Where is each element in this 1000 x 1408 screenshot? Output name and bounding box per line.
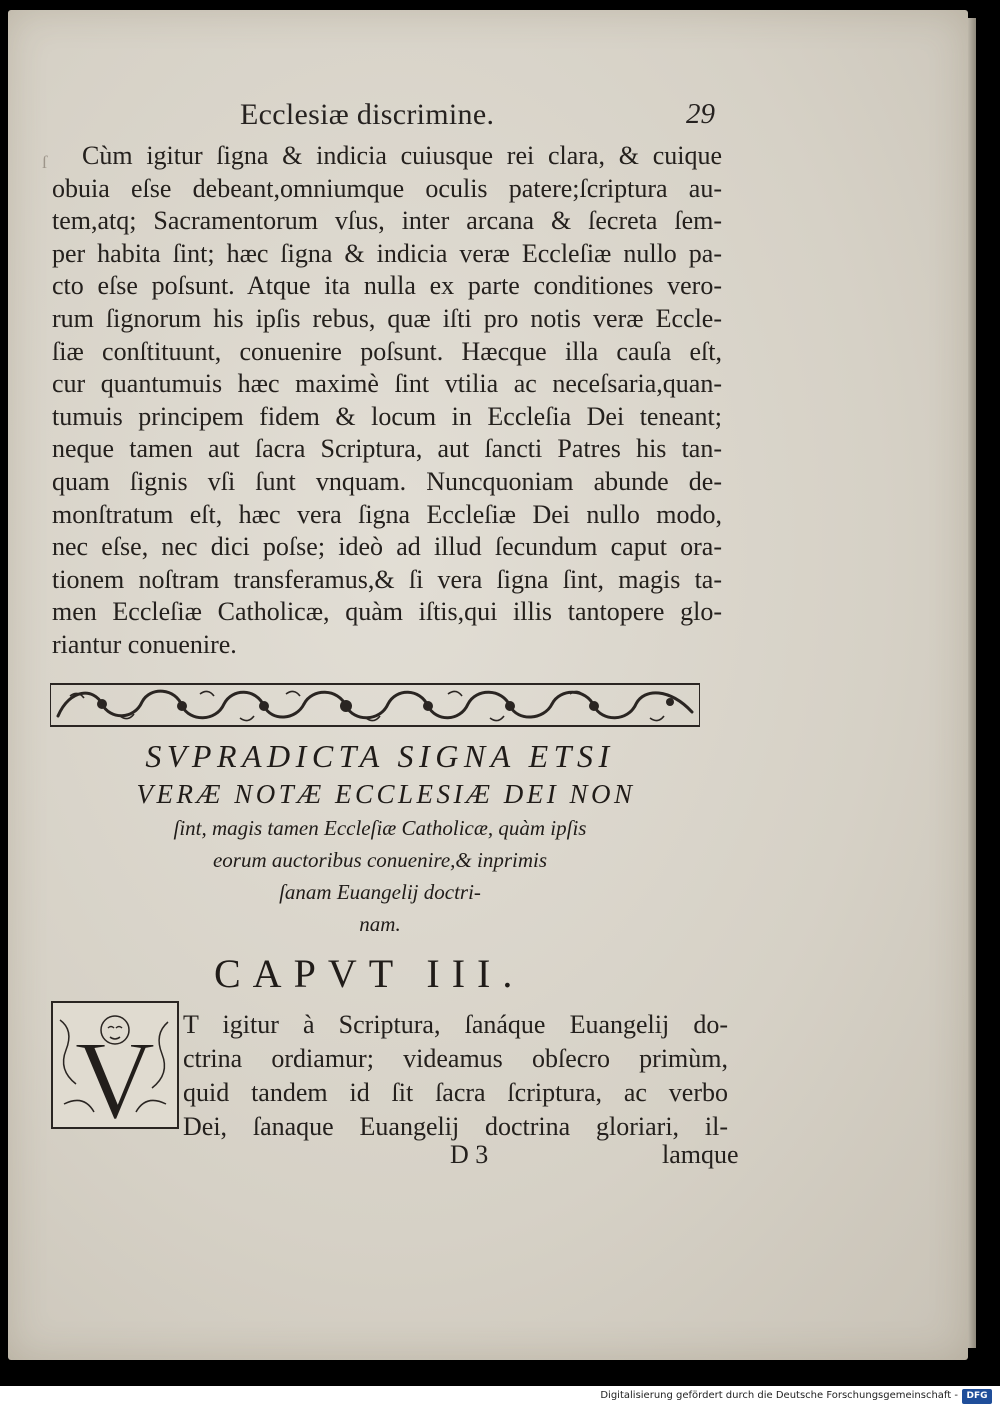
- heading-italic-line: eorum auctoribus conuenire,& inprimis: [212, 848, 548, 872]
- paragraph-line: neque tamen aut ſacra Scriptura, aut ſancti Patres his tan-: [52, 434, 722, 464]
- chapter-title: CAPVT III.: [214, 951, 525, 996]
- heading-italic-line: nam.: [359, 912, 401, 936]
- decorated-initial-v: [50, 1000, 180, 1130]
- paragraph-line: cto eſse poſsunt. Atque ita nulla ex parte conditiones vero-: [52, 271, 722, 301]
- chapter-line: quid tandem id ſit ſacra ſcriptura, ac verbo: [183, 1078, 728, 1107]
- heading-italic-line: ſanam Euangelij doctri-: [279, 880, 481, 904]
- heading-caps-line: VERÆ NOTÆ ECCLESIÆ DEI NON: [136, 779, 636, 809]
- paragraph-line: cur quantumuis hæc maximè ſint vtilia ac neceſsaria,quan-: [52, 369, 722, 399]
- running-title: Ecclesiæ discrimine.: [240, 98, 495, 131]
- chapter-line: T igitur à Scriptura, ſanáque Euangelij do-: [183, 1010, 728, 1039]
- paragraph-line: nec eſse, nec dici poſse; ideò ad illud ſecundum caput ora-: [52, 532, 722, 562]
- page-edge: [968, 18, 976, 1348]
- chapter-line: ctrina ordiamur; videamus obſecro primùm,: [183, 1044, 728, 1073]
- dfg-logo: DFG: [962, 1389, 992, 1404]
- paragraph-line: rum ſignorum his ipſis rebus, quæ iſti pro notis veræ Eccle-: [52, 303, 722, 333]
- heading-caps-line: SVPRADICTA SIGNA ETSI: [145, 738, 615, 774]
- funding-credit: Digitalisierung gefördert durch die Deutsche Forschungsgemeinschaft -: [600, 1390, 958, 1401]
- margin-mark: ſ: [42, 152, 48, 172]
- heading-italic-line: ſint, magis tamen Eccleſiæ Catholicæ, quàm ipſis: [173, 816, 587, 840]
- section-heading: [20, 736, 740, 940]
- signature-mark: D 3: [450, 1140, 489, 1169]
- paragraph-line: quam ſignis vſi ſunt vnquam. Nuncquoniam abunde de-: [52, 466, 722, 496]
- page-header: [0, 98, 1000, 138]
- paragraph-line: tem,atq; Sacramentorum vſus, inter arcana & ſecreta ſem-: [52, 206, 722, 236]
- paragraph-line: obuia eſse debeant,omniumque oculis patere;ſcriptura au-: [52, 173, 722, 203]
- paragraph-line: Cùm igitur ſigna & indicia cuiusque rei clara, & cuique: [82, 141, 722, 170]
- paragraph-line: men Eccleſiæ Catholicæ, quàm iſtis,qui illis tantopere glo-: [52, 597, 722, 627]
- paragraph-line: tionem noſtram transferamus,& ſi vera ſigna ſint, magis ta-: [52, 564, 722, 594]
- main-paragraph: [52, 140, 722, 662]
- chapter-paragraph: [183, 1008, 728, 1144]
- decorative-ornament-band: [50, 682, 700, 728]
- page-number: 29: [686, 98, 715, 130]
- paragraph-line: monſtratum eſt, hæc vera ſigna Eccleſiæ Dei nullo modo,: [52, 499, 722, 529]
- chapter-line: Dei, ſanaque Euangelij doctrina gloriari, il-: [183, 1112, 728, 1141]
- paragraph-line: riantur conuenire.: [52, 629, 237, 659]
- initial-letter: V: [74, 1019, 156, 1130]
- footer-bar: [0, 1386, 1000, 1408]
- paragraph-line: per habita ſint; hæc ſigna & indicia veræ Eccleſiæ nullo pa-: [52, 238, 722, 268]
- catchword: lamque: [662, 1140, 739, 1169]
- paragraph-line: ſiæ conſtituunt, conuenire poſsunt. Hæcque illa cauſa eſt,: [52, 336, 722, 366]
- paragraph-line: tumuis principem fidem & locum in Eccleſia Dei teneant;: [52, 401, 722, 431]
